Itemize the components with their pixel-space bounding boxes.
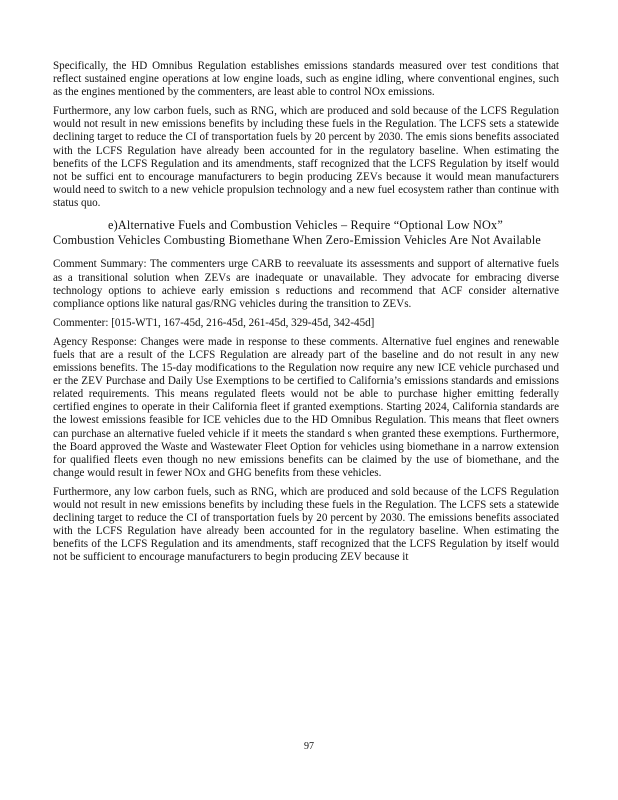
paragraph-agency-response: Agency Response: Changes were made in response to these comments. Alternative fuel engines and renewable fuels that are a result of the LCFS Regulation are already part of the baseline and do not result in any new emissions benefits. The 15-day modifications to the Regulation now require any new ICE vehicle purchased und er the ZEV Purchase and Daily Use Exemptions to be certified to California’s emissions standards and emissions related requirements. This means regulated fleets would not be able to purchase higher emitting federally certified engines to operate in their California fleet if granted exemptions. Starting 2024, California standards are the lowest emissions feasible for ICE vehicles due to the HD Omnibus Regulation. This means that fleet owners can purchase an alternative fueled vehicle if it meets the standard s when granted these exemptions. Furthermore, the Board approved the Waste and Wastewater Fleet Option for vehicles using biomethane in a narrow extension for qualified fleets even though no new emissions benefits can be claimed by the use of biomethane, and the change would result in fewer NOx and GHG benefits from these vehicles. xyxy=(53,335,559,479)
page-number: 97 xyxy=(304,741,314,752)
paragraph-hd-omnibus: Specifically, the HD Omnibus Regulation establishes emissions standards measured over test conditions that reflect sustained engine operations at low engine loads, such as engine idling, where conventional engines, such as the engines mentioned by the commenters, are least able to control NOx emissions. xyxy=(53,60,559,99)
paragraph-commenter: Commenter: [015-WT1, 167-45d, 216-45d, 261-45d, 329-45d, 342-45d] xyxy=(53,316,375,329)
paragraph-low-carbon-fuels: Furthermore, any low carbon fuels, such as RNG, which are produced and sold because of the LCFS Regulation would not result in new emissions benefits by including these fuels in the Regulation. The LCFS sets a statewide declining target to reduce the CI of transportation fuels by 20 percent by 2030. The emis sions benefits associated with the LCFS Regulation have already been accounted for in the regulatory baseline. When estimating the benefits of the LCFS Regulation and its amendments, staff recognized that the LCFS Regulation by itself would not be suffici ent to encourage manufacturers to begin producing ZEVs because it would mean manufacturers would need to switch to a new vehicle propulsion technology and a new fuel ecosystem rather than continue with status quo. xyxy=(53,105,559,209)
paragraph-comment-summary: Comment Summary: The commenters urge CARB to reevaluate its assessments and support of alternative fuels as a transitional solution when ZEVs are inadequate or unavailable. They advocate for embracing diverse technology options to achieve early emission s reductions and recommend that ACF consider alternative compliance options like natural gas/RNG vehicles during the transition to ZEVs. xyxy=(53,258,559,310)
document-page xyxy=(53,60,559,571)
section-heading: e)Alternative Fuels and Combustion Vehicles – Require “Optional Low NOx” Combustion Vehicles Combusting Biomethane When Zero-Emission Vehicles Are Not Available xyxy=(53,218,542,248)
paragraph-low-carbon-fuels-repeat: Furthermore, any low carbon fuels, such as RNG, which are produced and sold because of the LCFS Regulation would not result in new emissions benefits by including these fuels in the Regulation. The LCFS sets a statewide declining target to reduce the CI of transportation fuels by 20 percent by 2030. The emissions benefits associated with the LCFS Regulation have already been accounted for in the regulatory baseline. When estimating the benefits of the LCFS Regulation and its amendments, staff recognized that the LCFS Regulation by itself would not be sufficient to encourage manufacturers to begin producing ZEV because it xyxy=(53,485,559,564)
